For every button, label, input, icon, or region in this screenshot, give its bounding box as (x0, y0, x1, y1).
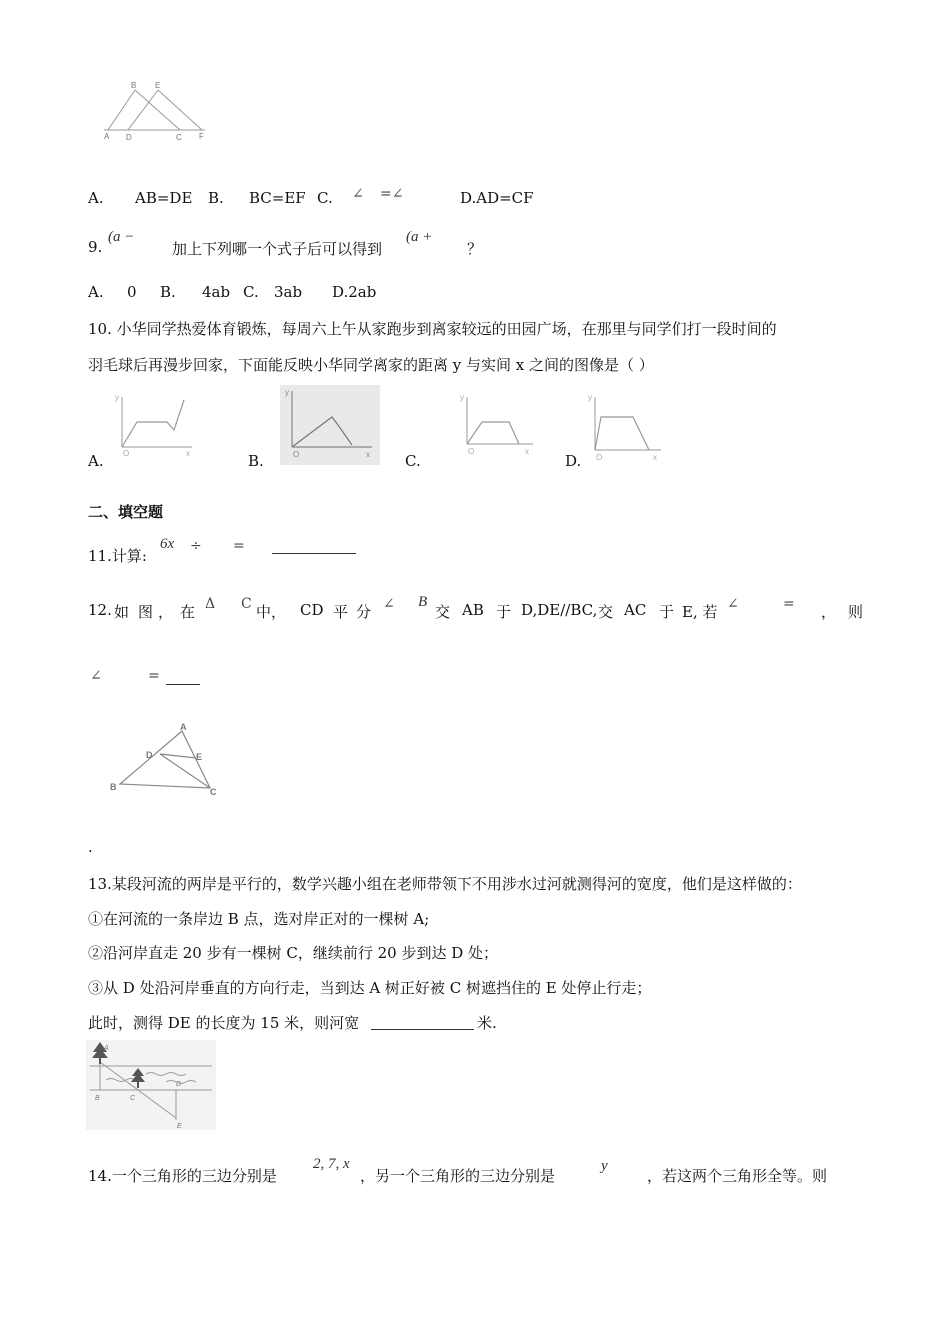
q12-number: 12. (88, 601, 112, 619)
fig12-label-C: C (210, 787, 217, 797)
q9-option-d: D.2ab (332, 283, 377, 301)
q10-option-b-label: B. (248, 452, 264, 470)
q11-eq: = (233, 538, 245, 554)
q12-cd: CD (300, 601, 324, 619)
q8-option-d: D.AD=CF (460, 189, 534, 207)
fig13-label-D: D (176, 1081, 182, 1088)
q12-comma2: ， (821, 603, 837, 621)
q12-w-ping: 平 (333, 603, 349, 621)
graph-a-y: y (115, 393, 119, 402)
q12-ab: AB (462, 601, 484, 619)
q13-line-1: 13.某段河流的两岸是平行的，数学兴趣小组在老师带领下不用涉水过河就测得河的宽度，他们是这样做的： (88, 875, 802, 893)
q12-w-zai: 在 (180, 603, 196, 621)
fig-label-C: C (176, 133, 182, 142)
q12-answer-blank[interactable] (166, 670, 200, 685)
q13-answer-blank[interactable] (371, 1015, 474, 1030)
graph-c-x: x (525, 447, 529, 456)
q8-option-a-label: A. (88, 189, 104, 207)
q13-river-figure (86, 1040, 216, 1130)
q10-option-c-label: C. (405, 452, 421, 470)
q8-option-c-eq: =∠ (380, 186, 404, 202)
q12-b: B (418, 594, 428, 610)
q9-expr-2: (a + (406, 229, 433, 245)
q13-line-2: ①在河流的一条岸边 B 点，选对岸正对的一棵树 A; (88, 910, 430, 928)
q13-line-3: ②沿河岸直走 20 步有一棵树 C，继续前行 20 步到达 D 处； (88, 944, 499, 962)
graph-b-x: x (366, 450, 370, 459)
q10-line-2: 羽毛球后再漫步回家，下面能反映小华同学离家的距离 y 与实间 x 之间的图像是（ ） (88, 356, 654, 374)
q9-end: ？ (467, 240, 483, 258)
fig12-label-B: B (110, 782, 117, 792)
fig-label-A: A (104, 132, 110, 141)
graph-c-o: O (468, 447, 475, 456)
q11-expr: 6x (160, 536, 175, 552)
q12-w-yu2: 于 (659, 603, 675, 621)
section-title: 二、填空题 (88, 503, 164, 521)
q12-ze: 则 (848, 603, 864, 621)
q14-text-b: ，另一个三角形的三边分别是 (360, 1167, 556, 1185)
q12-jiao2: 交 (598, 603, 614, 621)
q13-line-4: ③从 D 处沿河岸垂直的方向行走，当到达 A 树正好被 C 树遮挡住的 E 处停止行走； (88, 979, 652, 997)
q12-triangle: Δ (205, 596, 216, 612)
q12-e-ruo: E, 若 (682, 603, 718, 621)
fig-label-D: D (126, 133, 132, 142)
fig13-label-B: B (95, 1095, 100, 1102)
q11-answer-blank[interactable] (272, 539, 356, 554)
q10-line-1: 10. 小华同学热爱体育锻炼，每周六上午从家跑步到离家较远的田园广场，在那里与同学们打一段时间的 (88, 320, 777, 338)
q8-option-b-label: B. (208, 189, 224, 207)
q9-option-b-label: B. (160, 283, 176, 301)
q12-ac: AC (624, 601, 647, 619)
graph-a-o: O (123, 449, 130, 457)
q12-jiao: 交 (435, 603, 451, 621)
q12-dde: D,DE//BC, (521, 601, 598, 619)
q14-text-a: 14.一个三角形的三边分别是 (88, 1167, 277, 1185)
fig13-label-A: A (104, 1045, 109, 1052)
q13-line-5b: 米. (477, 1014, 497, 1032)
q8-option-c-label: C. (317, 189, 333, 207)
q12-w-ru: 如 (114, 603, 130, 621)
q12-zhong: 中， (256, 603, 287, 621)
q9-option-b: 4ab (202, 283, 231, 301)
fig12-label-D: D (146, 750, 153, 760)
graph-a-x: x (186, 449, 190, 457)
q9-number: 9. (88, 238, 103, 256)
q10-option-a-label: A. (88, 452, 104, 470)
graph-b-y: y (285, 388, 289, 397)
q11-prefix: 11.计算: (88, 547, 147, 565)
fig-label-F: F (199, 132, 204, 141)
q12-w-yu: 于 (496, 603, 512, 621)
q10-graph-b (280, 385, 380, 465)
q8-option-c-angle: ∠ (352, 186, 364, 202)
q10-graph-a (112, 392, 197, 457)
graph-d-o: O (596, 453, 603, 462)
graph-d-y: y (588, 393, 592, 402)
q9-option-a: 0 (127, 283, 137, 301)
q12-angle3: ∠ (90, 668, 102, 684)
fig12-label-A: A (180, 722, 187, 732)
fig13-label-C: C (130, 1095, 136, 1102)
q10-option-d-label: D. (565, 452, 582, 470)
q8-option-a: AB=DE (135, 189, 193, 207)
q11-div: ÷ (190, 538, 202, 554)
q14-sides: 2, 7, x (313, 1156, 350, 1172)
q12-comma: ， (158, 603, 174, 621)
q14-y: y (601, 1158, 608, 1174)
graph-b-o: O (293, 450, 300, 459)
q12-triangle-figure (108, 722, 223, 797)
q9-expr-1: (a − (108, 229, 135, 245)
fig-label-E: E (155, 81, 161, 90)
q9-text: 加上下列哪一个式子后可以得到 (172, 240, 383, 258)
q12-angle2: ∠ (727, 596, 739, 612)
q12-angle: ∠ (383, 596, 395, 612)
q14-text-c: ，若这两个三角形全等。则 (647, 1167, 828, 1185)
q9-option-a-label: A. (88, 283, 104, 301)
q13-line-5a: 此时，测得 DE 的长度为 15 米，则河宽 (88, 1014, 360, 1032)
graph-d-x: x (653, 453, 657, 462)
q10-graph-d (585, 392, 665, 462)
fig-label-B: B (131, 81, 137, 90)
q12-eq2: = (148, 668, 160, 684)
q8-triangles-figure (100, 80, 215, 145)
q12-c: C (241, 596, 252, 612)
q9-option-c-label: C. (243, 283, 259, 301)
q8-option-b: BC=EF (249, 189, 306, 207)
q10-graph-c (457, 392, 537, 457)
fig12-label-E: E (196, 752, 203, 762)
q12-w-fen: 分 (356, 603, 372, 621)
q12-eq: = (783, 596, 795, 612)
fig13-label-E: E (177, 1123, 182, 1130)
graph-c-y: y (460, 393, 464, 402)
q12-dot: . (88, 838, 93, 856)
q12-w-tu: 图 (138, 603, 154, 621)
q9-option-c: 3ab (274, 283, 303, 301)
